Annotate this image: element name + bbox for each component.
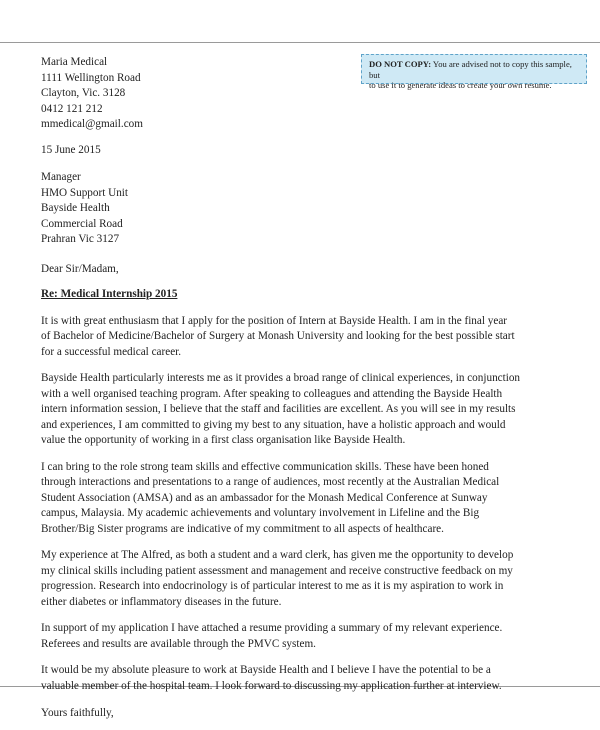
recipient-org: Bayside Health (41, 202, 110, 214)
paragraph-2 (41, 371, 561, 449)
paragraph-1 (41, 314, 561, 361)
sender-email: mmedical@gmail.com (41, 118, 143, 130)
sender-address-line1: 1111 Wellington Road (41, 71, 141, 84)
sender-address-line2: Clayton, Vic. 3128 (41, 87, 126, 99)
paragraph-line: with a well organised teaching program. After speaking to colleagues and attending the Bayside Health (41, 387, 503, 400)
recipient-title: Manager (41, 171, 81, 183)
paragraph-4 (41, 548, 561, 610)
notice-text-line2: to use it to generate ideas to create your own resume. (369, 80, 552, 90)
paragraph-line: Referees and results are available through the PMVC system. (41, 637, 316, 650)
paragraph-line: My experience at The Alfred, as both a student and a ward clerk, has given me the opportunity to develop (41, 549, 514, 561)
paragraph-line: through interactions and presentations to a range of audiences, most recently at the Australian Medical (41, 476, 500, 488)
paragraph-line: Bayside Health particularly interests me as it provides a broad range of clinical experiences, in conjunction (41, 372, 521, 384)
paragraph-line: my clinical skills including patient assessment and management and receive constructive feedback on my (41, 564, 513, 577)
recipient-address (41, 170, 561, 248)
paragraph-line: for a successful medical career. (41, 345, 182, 358)
notice-text-line1: You are advised not to copy this sample, but (369, 59, 572, 80)
paragraph-line: I can bring to the role strong team skills and effective communication skills. These have been honed (41, 460, 489, 473)
paragraph-line: In support of my application I have attached a resume providing a summary of my relevant experience. (41, 622, 503, 634)
recipient-city: Prahran Vic 3127 (41, 233, 120, 245)
paragraph-3 (41, 460, 561, 538)
paragraph-line: It is with great enthusiasm that I apply for the position of Intern at Bayside Health. I am in the final year (41, 314, 508, 327)
paragraph-line: progression. Research into endocrinology is of particular interest to me as it is my aspiration to work in (41, 580, 504, 592)
paragraph-line: value the opportunity of working in a first class organisation like Bayside Health. (41, 434, 406, 446)
paragraph-line: It would be my absolute pleasure to work at Bayside Health and I believe I have the potential to be a (41, 664, 491, 676)
recipient-unit: HMO Support Unit (41, 186, 129, 199)
paragraph-line: Student Association (AMSA) and as an ambassador for the Monash Medical Conference at Sunway (41, 491, 488, 504)
letter-paragraphs (41, 314, 561, 695)
paragraph-line: valuable member of the hospital team. I look forward to discussing my application further at interview. (41, 679, 502, 692)
recipient-street: Commercial Road (41, 217, 123, 230)
subject-line: Re: Medical Internship 2015 (41, 288, 178, 300)
paragraph-5 (41, 621, 561, 652)
sender-name: Maria Medical (41, 56, 108, 68)
paragraph-line: and experiences, I am committed to giving my best to any situation, have a holistic approach and would (41, 418, 506, 431)
paragraph-6 (41, 663, 561, 694)
letter-body (41, 55, 561, 722)
letter-date: 15 June 2015 (41, 143, 101, 156)
closing: Yours faithfully, (41, 707, 114, 719)
notice-label: DO NOT COPY: (369, 59, 432, 69)
paragraph-line: intern information session, I believe that the staff and facilities are excellent. As you will see in my results (41, 403, 516, 415)
sender-address (41, 55, 561, 133)
paragraph-line: of Bachelor of Medicine/Bachelor of Surgery at Monash University and looking for the best possible start (41, 330, 515, 342)
sender-phone: 0412 121 212 (41, 102, 103, 115)
paragraph-line: Brother/Big Sister programs are indicative of my commitment to all aspects of healthcare. (41, 522, 444, 535)
paragraph-line: campus, Malaysia. My academic achievements and voluntary involvement in Lifeline and the Big (41, 507, 480, 519)
salutation: Dear Sir/Madam, (41, 262, 119, 275)
paragraph-line: either diabetes or inflammatory diseases in the future. (41, 595, 282, 608)
